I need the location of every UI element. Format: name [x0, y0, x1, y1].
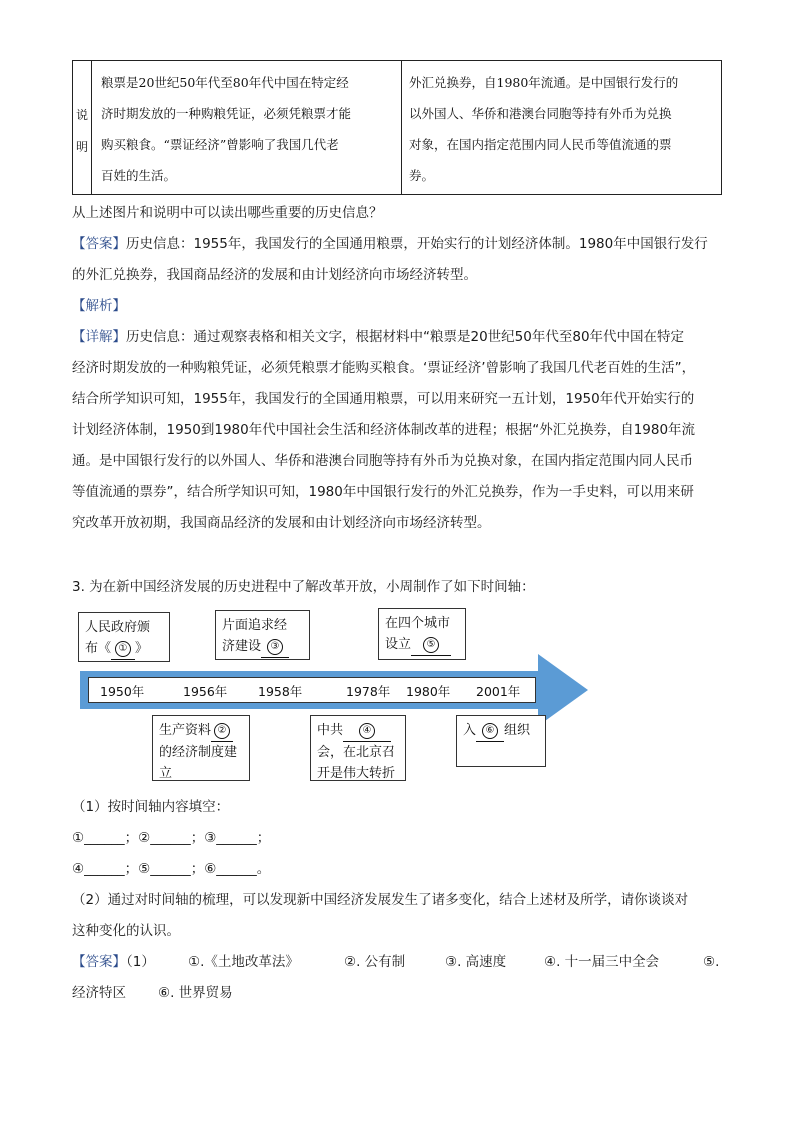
answer-item: ⑥. 世界贸易: [158, 985, 233, 1001]
analysis-tag: 【解析】: [72, 298, 126, 314]
sub-question-2: （2）通过对时间轴的梳理，可以发现新中国经济发展发生了诸多变化，结合上述材及所学，请你谈谈对: [72, 892, 689, 908]
answer-item: ④. 十一届三中全会: [544, 954, 660, 970]
question-3: 3. 为在新中国经济发展的历史进程中了解改革开放，小周制作了如下时间轴：: [72, 579, 535, 595]
event-box-1978: [310, 715, 406, 781]
year-label: 1978年: [346, 684, 391, 699]
cell-line: 外汇兑换券，自1980年流通。是中国银行发行的: [409, 75, 679, 90]
side-char: 明: [76, 140, 89, 154]
detail-tag: 【详解】: [72, 329, 126, 345]
cell-line: 粮票是20世纪50年代至80年代中国在特定经: [101, 75, 349, 90]
event-text: 组织: [504, 723, 531, 738]
info-table: [72, 60, 722, 195]
answer-item: 经济特区: [72, 985, 126, 1001]
event-line: [463, 720, 539, 742]
fill-line: ①______；②______；③______；: [72, 830, 271, 846]
blank-number: ②: [214, 723, 230, 739]
event-line: 会，在北京召: [317, 745, 396, 760]
answer-2-line: [72, 947, 722, 978]
answer-part: （1）: [126, 954, 155, 970]
blank-1: [111, 638, 135, 660]
event-line: 片面追求经: [222, 618, 288, 633]
event-text: 布《: [85, 641, 112, 656]
blank-3: [261, 636, 289, 658]
answer-2-line: [72, 978, 722, 1009]
detail-line: 通。是中国银行发行的以外国人、华侨和港澳台同胞等持有外币为兑换对象，在国内指定范围内同人民币: [72, 453, 693, 469]
event-box-2001: [456, 715, 546, 767]
answer-tag: 【答案】: [72, 954, 126, 970]
side-char: 说: [76, 108, 89, 122]
event-box-1958: [215, 610, 310, 660]
event-line: 开是伟大转折: [317, 766, 396, 781]
event-line: [222, 636, 303, 658]
cell-line: 百姓的生活。: [101, 168, 177, 183]
detail-line: 经济时期发放的一种购粮凭证，必须凭粮票才能购买粮食。‘票证经济’曾影响了我国几代老百姓的生活”，: [72, 360, 696, 376]
event-text: 济建设: [222, 639, 262, 654]
detail-line: 究改革开放初期，我国商品经济的发展和由计划经济向市场经济转型。: [72, 515, 491, 531]
detail-line: 结合所学知识可知，1955年，我国发行的全国通用粮票，可以用来研究一五计划，1950年代开始实行的: [72, 391, 695, 407]
blank-number: ⑤: [423, 637, 439, 653]
detail-line: [72, 322, 684, 353]
blank-2: [211, 720, 233, 742]
event-box-1956: [152, 715, 250, 781]
blank-number: ①: [115, 641, 131, 657]
detail-line: 等值流通的票券”，结合所学知识可知，1980年中国银行发行的外汇兑换券，作为一手史料，可以用来研: [72, 484, 694, 500]
blank-number: ⑥: [482, 723, 498, 739]
detail-text: 历史信息：通过观察表格和相关文字，根据材料中“粮票是20世纪50年代至80年代中国在特定: [126, 329, 685, 345]
event-box-1950: [78, 612, 170, 662]
event-line: [159, 720, 243, 742]
blank-number: ③: [267, 639, 283, 655]
answer-item: ③. 高速度: [445, 954, 507, 970]
table-side-cell: [73, 61, 92, 194]
event-line: [385, 634, 459, 656]
cell-line: 券。: [409, 168, 435, 183]
cell-line: 购买粮食。“票证经济”曾影响了我国几代老: [101, 137, 339, 152]
year-bar: [88, 677, 536, 703]
cell-line: 对象，在国内指定范围内同人民币等值流通的票: [409, 137, 672, 152]
blank-4: [343, 720, 391, 742]
fill-line: ④______；⑤______；⑥______。: [72, 861, 271, 877]
blank-6: [476, 720, 504, 742]
answer-item: ②. 公有制: [344, 954, 406, 970]
answer-item: ⑤.: [703, 954, 720, 970]
sub-question-1: （1）按时间轴内容填空：: [72, 799, 230, 815]
cell-line: 济时期发放的一种购粮凭证，必须凭粮票才能: [101, 106, 352, 121]
question-line: 从上述图片和说明中可以读出哪些重要的历史信息？: [72, 205, 383, 221]
answer-text: 历史信息：1955年，我国发行的全国通用粮票，开始实行的计划经济体制。1980年中国银行发行: [126, 236, 708, 252]
event-box-1980: [378, 608, 466, 660]
year-label: 1956年: [183, 684, 228, 699]
answer-line: [72, 229, 708, 260]
year-label: 2001年: [476, 684, 521, 699]
event-text: 设立: [385, 637, 412, 652]
detail-line: 计划经济体制，1950到1980年代中国社会生活和经济体制改革的进程；根据“外汇兑换券，自1980年流: [72, 422, 696, 438]
year-label: 1980年: [406, 684, 451, 699]
event-text: 中共: [317, 723, 344, 738]
event-text: 入: [463, 723, 477, 738]
event-line: 在四个城市: [385, 616, 451, 631]
blank-number: ④: [359, 723, 375, 739]
cell-line: 以外国人、华侨和港澳台同胞等持有外币为兑换: [409, 106, 672, 121]
table-right-cell: [401, 61, 721, 194]
answer-line: 的外汇兑换券，我国商品经济的发展和由计划经济向市场经济转型。: [72, 267, 477, 283]
sub-question-2: 这种变化的认识。: [72, 923, 180, 939]
answer-tag: 【答案】: [72, 236, 126, 252]
event-text: 》: [135, 641, 149, 656]
event-line: [317, 720, 399, 742]
year-label: 1950年: [100, 684, 145, 699]
event-line: 人民政府颁: [85, 620, 151, 635]
event-text: 生产资料: [159, 723, 212, 738]
event-line: 立: [159, 766, 173, 781]
year-label: 1958年: [258, 684, 303, 699]
answer-item: ①.《土地改革法》: [188, 954, 299, 970]
event-line: [85, 638, 163, 660]
blank-5: [411, 634, 451, 656]
event-line: 的经济制度建: [159, 745, 238, 760]
table-left-cell: [91, 61, 402, 194]
